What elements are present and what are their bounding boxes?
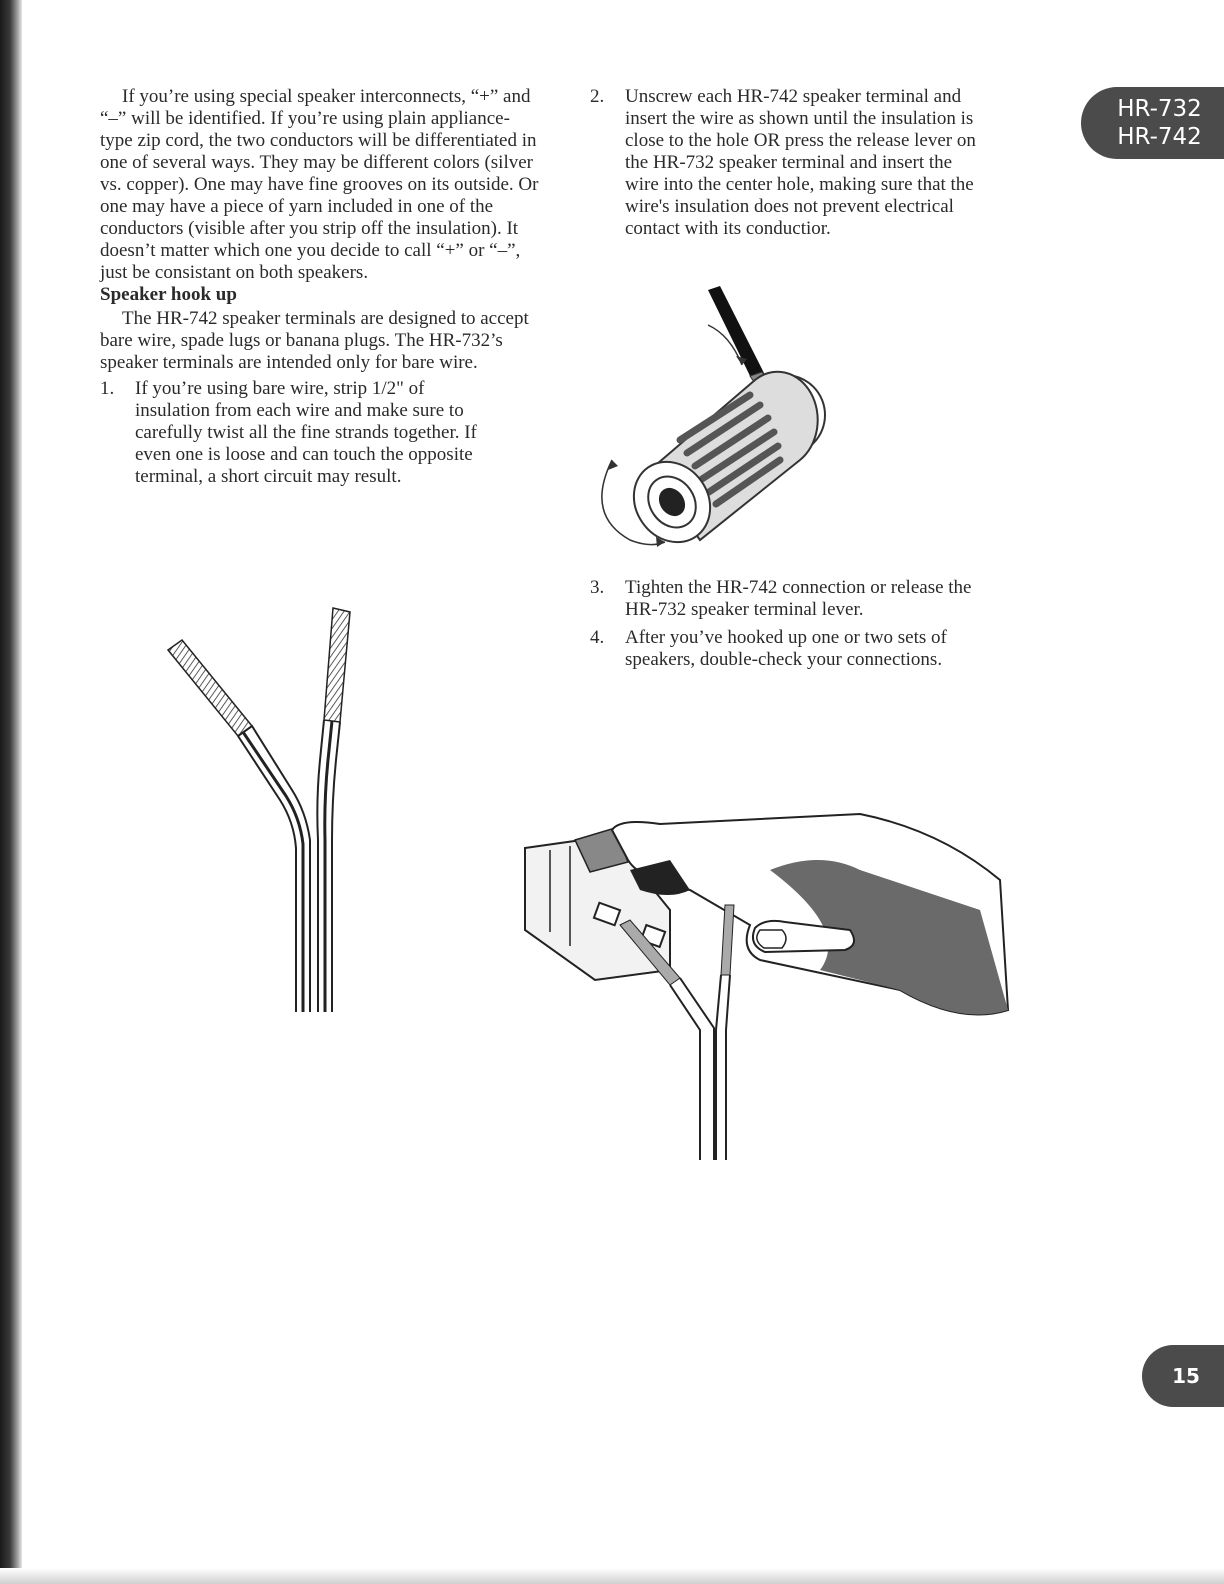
model-tab-line1: HR-732 [1117, 96, 1202, 122]
intro-paragraph: If you’re using special speaker interconnects, “+” and “–” will be identified. If you’re using plain appliance-type zip cord, the two conductors will be differentiated in one of several ways. They may be different colors (silver vs. copper). One may have fine grooves on its outside. Or one may have a piece of yarn included in one of the conductors (visible after you strip off the insulation). It doesn’t matter which one you decide to call “+” or “–”, just be consistant on both speakers. [100, 86, 539, 283]
step-number: 1. [100, 378, 115, 399]
step-text: After you’ve hooked up one or two sets of speakers, double-check your connections. [625, 627, 947, 670]
right-column-bottom [590, 577, 990, 677]
steps-list-right-top [590, 86, 980, 240]
step-item [590, 86, 980, 240]
steps-list-right-bottom [590, 577, 990, 671]
model-tab [1081, 87, 1224, 159]
page-number-tab [1142, 1345, 1224, 1407]
model-tab-line2: HR-742 [1117, 124, 1202, 150]
left-column [100, 86, 540, 494]
stripped-wire-illustration [150, 600, 410, 1020]
section-paragraph: The HR-742 speaker terminals are designed to accept bare wire, spade lugs or banana plugs. The HR-732’s speaker terminals are intended only for bare wire. [100, 308, 529, 373]
book-spine-shadow [0, 0, 22, 1584]
step-item [590, 627, 990, 671]
steps-list-left [100, 378, 500, 488]
step-item [590, 577, 990, 621]
step-item [100, 378, 500, 488]
step-number: 4. [590, 627, 605, 648]
step-text: Unscrew each HR-742 speaker terminal and insert the wire as shown until the insulation is close to the hole OR press the release lever on the HR-732 speaker terminal and insert the wire into the center hole, making sure that the wire's insulation does not prevent electrical contact with its conductior. [625, 86, 976, 239]
step-number: 2. [590, 86, 605, 107]
section-heading: Speaker hook up [100, 284, 237, 305]
right-column-top [590, 86, 980, 246]
step-number: 3. [590, 577, 605, 598]
binding-post-illustration [590, 280, 840, 560]
hand-terminal-illustration [520, 810, 1020, 1165]
step-text: Tighten the HR-742 connection or release the HR-732 speaker terminal lever. [625, 577, 972, 620]
page-number: 15 [1172, 1364, 1200, 1388]
page-bottom-edge [0, 1568, 1224, 1584]
step-text: If you’re using bare wire, strip 1/2" of insulation from each wire and make sure to carefully twist all the fine strands together. If even one is loose and can touch the opposite terminal, a short circuit may result. [135, 378, 477, 487]
